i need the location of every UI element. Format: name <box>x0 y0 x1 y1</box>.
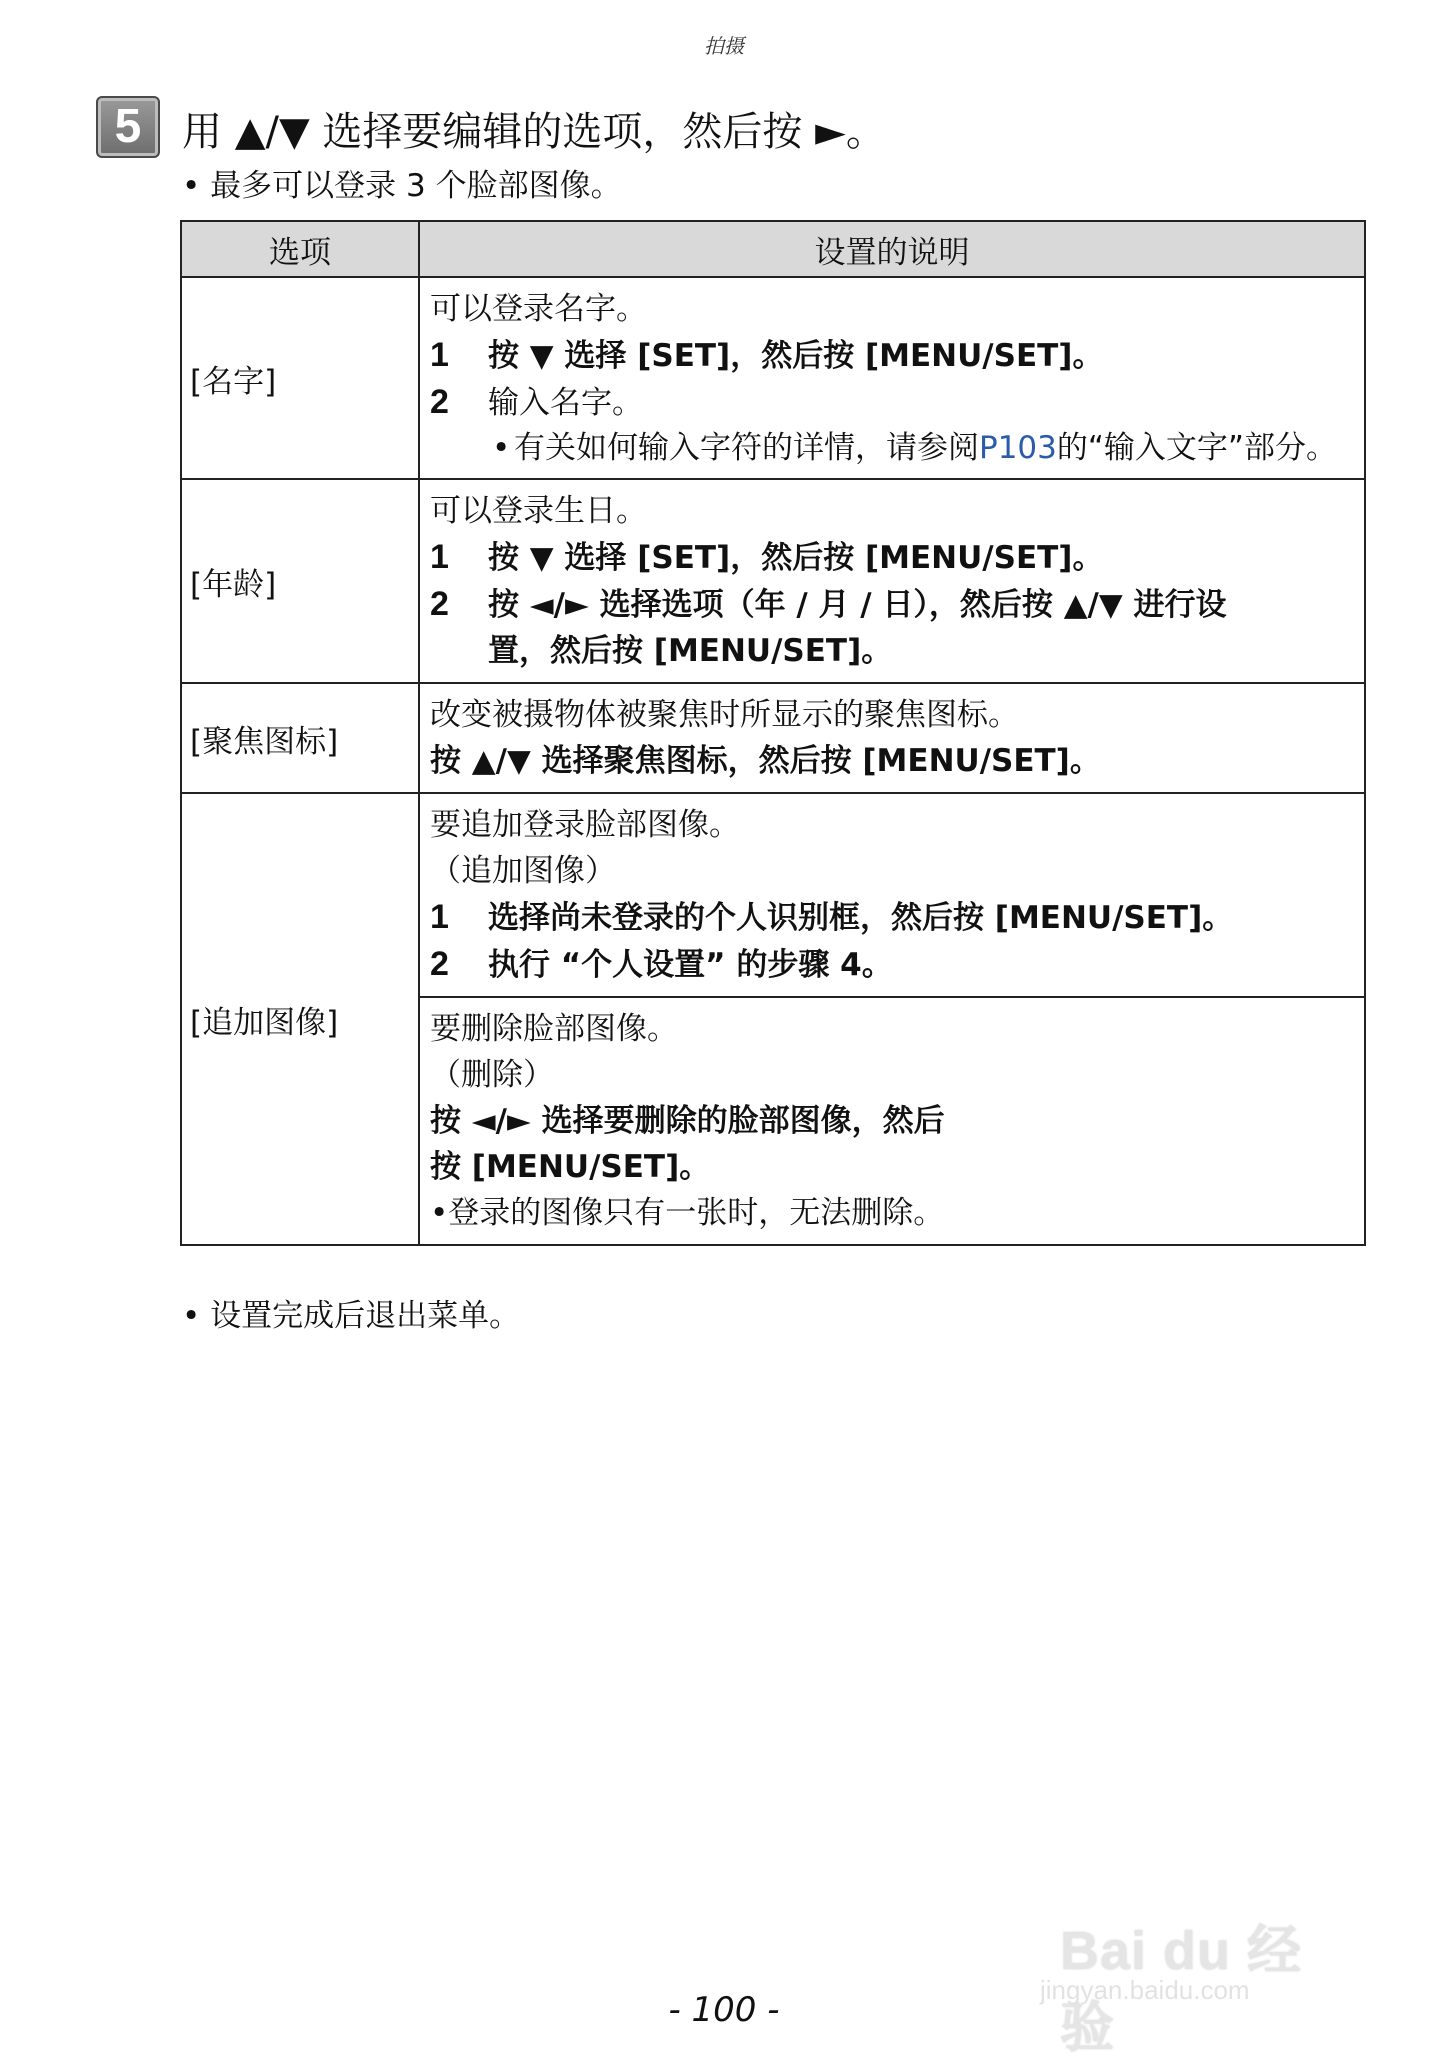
step-text: 输入名字。 <box>488 385 643 421</box>
focus-icon-line-1: 改变被摄物体被聚焦时所显示的聚焦图标。 <box>430 697 1019 733</box>
step-text: 选择尚未登录的个人识别框，然后按 [MENU/SET]。 <box>488 900 1234 936</box>
age-step-2-cont: 置，然后按 [MENU/SET]。 <box>488 633 893 669</box>
step-num: 2 <box>430 945 449 983</box>
step-num: 2 <box>430 383 449 421</box>
delete-intro: 要删除脸部图像。 <box>430 1011 678 1047</box>
age-intro: 可以登录生日。 <box>430 493 647 529</box>
add-mode: （追加图像） <box>430 853 616 889</box>
page-number: - 100 - <box>668 1990 780 2030</box>
table-header-row <box>181 221 1365 277</box>
step-num: 2 <box>430 585 449 623</box>
step-text: 按 ▼ 选择 [SET]，然后按 [MENU/SET]。 <box>488 540 1104 576</box>
description-age <box>419 479 1365 683</box>
option-focus-icon: [聚焦图标] <box>181 683 419 793</box>
table-row-add-image <box>181 793 1365 997</box>
page-link-p103[interactable]: P103 <box>979 430 1057 466</box>
header-description: 设置的说明 <box>419 221 1365 277</box>
description-delete-image <box>419 997 1365 1245</box>
delete-line-1: 按 ◄/► 选择要删除的脸部图像，然后 <box>430 1103 945 1139</box>
option-age: [年龄] <box>181 479 419 683</box>
delete-line-2: 按 [MENU/SET]。 <box>430 1149 711 1185</box>
description-add-image <box>419 793 1365 997</box>
table-row-name <box>181 277 1365 479</box>
description-name <box>419 277 1365 479</box>
table-row-age <box>181 479 1365 683</box>
name-intro: 可以登录名字。 <box>430 291 647 327</box>
add-step-1 <box>430 894 1356 941</box>
step-number-badge: 5 <box>96 96 160 158</box>
sub-note-text: 有关如何输入字符的详情，请参阅 <box>514 430 979 466</box>
watermark-url: jingyan.baidu.com <box>1040 1975 1250 2005</box>
age-step-2 <box>430 581 1356 628</box>
step-num: 1 <box>430 336 449 374</box>
step-num: 1 <box>430 898 449 936</box>
watermark-logo-text: Bai du 经验 <box>1060 1921 1303 2058</box>
footer-note: • 设置完成后退出菜单。 <box>182 1298 521 1334</box>
step-num: 1 <box>430 538 449 576</box>
delete-note: •登录的图像只有一张时，无法删除。 <box>430 1195 945 1231</box>
step-text: 按 ▼ 选择 [SET]，然后按 [MENU/SET]。 <box>488 338 1104 374</box>
option-name: [名字] <box>181 277 419 479</box>
delete-mode: （删除） <box>430 1057 554 1093</box>
description-focus-icon <box>419 683 1365 793</box>
step-text: 按 ◄/► 选择选项（年 / 月 / 日），然后按 ▲/▼ 进行设 <box>488 587 1227 623</box>
age-step-1 <box>430 534 1356 581</box>
add-intro: 要追加登录脸部图像。 <box>430 807 740 843</box>
step-text: 执行 “个人设置” 的步骤 4。 <box>488 947 893 983</box>
focus-icon-line-2: 按 ▲/▼ 选择聚焦图标，然后按 [MENU/SET]。 <box>430 743 1101 779</box>
settings-table <box>180 220 1366 1246</box>
table-row-focus-icon <box>181 683 1365 793</box>
name-step-2 <box>430 379 1356 426</box>
bullet: • <box>492 430 511 466</box>
option-add-image: [追加图像] <box>181 793 419 1245</box>
name-sub-note <box>430 426 1356 470</box>
step-instruction: 用 ▲/▼ 选择要编辑的选项，然后按 ►。 <box>182 109 886 155</box>
face-limit-note: • 最多可以登录 3 个脸部图像。 <box>182 168 622 204</box>
add-step-2 <box>430 941 1356 988</box>
sub-note-text-end: 的“输入文字”部分。 <box>1056 430 1337 466</box>
name-step-1 <box>430 332 1356 379</box>
header-option: 选项 <box>181 221 419 277</box>
section-header: 拍摄 <box>704 34 744 58</box>
